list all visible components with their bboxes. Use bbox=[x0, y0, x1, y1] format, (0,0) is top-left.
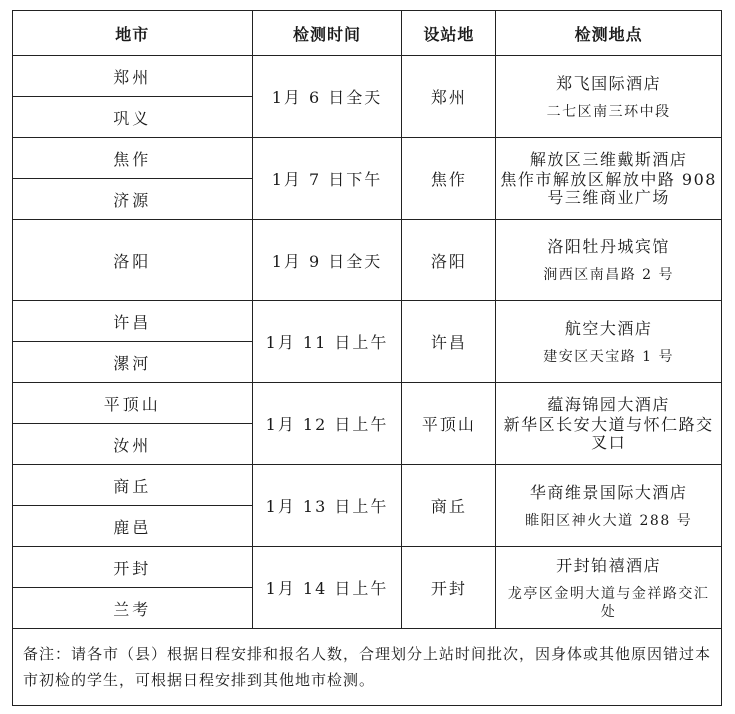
header-row bbox=[13, 11, 722, 56]
site-cell: 郑州 bbox=[402, 56, 496, 138]
site-cell: 商丘 bbox=[402, 465, 496, 547]
city-cell: 兰考 bbox=[13, 588, 253, 629]
place-address: 建安区天宝路 1 号 bbox=[543, 348, 675, 365]
place-cell bbox=[496, 138, 722, 220]
header-place: 检测地点 bbox=[496, 11, 722, 56]
table-row bbox=[13, 383, 722, 424]
table-row bbox=[13, 138, 722, 179]
city-cell: 开封 bbox=[13, 547, 253, 588]
city-cell: 漯河 bbox=[13, 342, 253, 383]
place-cell bbox=[496, 56, 722, 138]
note-text: 备注：请各市（县）根据日程安排和报名人数，合理划分上站时间批次，因身体或其他原因错过本市初检的学生，可根据日程安排到其他地市检测。 bbox=[13, 629, 722, 706]
note-row bbox=[13, 629, 722, 706]
place-name: 蕴海锦园大酒店 bbox=[547, 394, 670, 414]
place-cell bbox=[496, 547, 722, 629]
place-name: 解放区三维戴斯酒店 bbox=[529, 149, 688, 169]
city-cell: 许昌 bbox=[13, 301, 253, 342]
schedule-table bbox=[12, 10, 722, 706]
time-cell: 1月 14 日上午 bbox=[252, 547, 402, 629]
place-name: 华商维景国际大酒店 bbox=[529, 482, 688, 502]
site-cell: 焦作 bbox=[402, 138, 496, 220]
place-cell bbox=[496, 301, 722, 383]
place-address: 龙亭区金明大道与金祥路交汇处 bbox=[507, 585, 710, 620]
time-cell: 1月 6 日全天 bbox=[252, 56, 402, 138]
site-cell: 开封 bbox=[402, 547, 496, 629]
site-cell: 平顶山 bbox=[402, 383, 496, 465]
table-row bbox=[13, 56, 722, 97]
table-row bbox=[13, 220, 722, 301]
place-name: 洛阳牡丹城宾馆 bbox=[547, 237, 670, 256]
table-row bbox=[13, 465, 722, 506]
city-cell: 济源 bbox=[13, 179, 253, 220]
place-cell bbox=[496, 383, 722, 465]
header-site: 设站地 bbox=[402, 11, 496, 56]
place-cell bbox=[496, 465, 722, 547]
place-cell bbox=[496, 220, 722, 301]
site-cell: 许昌 bbox=[402, 301, 496, 383]
time-cell: 1月 7 日下午 bbox=[252, 138, 402, 220]
place-address: 焦作市解放区解放中路 908 号三维商业广场 bbox=[500, 169, 717, 207]
city-cell: 巩义 bbox=[13, 97, 253, 138]
time-cell: 1月 11 日上午 bbox=[252, 301, 402, 383]
header-city: 地市 bbox=[13, 11, 253, 56]
city-cell: 平顶山 bbox=[13, 383, 253, 424]
header-time: 检测时间 bbox=[252, 11, 402, 56]
place-name: 航空大酒店 bbox=[564, 318, 653, 338]
place-address: 新华区长安大道与怀仁路交叉口 bbox=[503, 414, 714, 452]
city-cell: 汝州 bbox=[13, 424, 253, 465]
site-cell: 洛阳 bbox=[402, 220, 496, 301]
table-row bbox=[13, 301, 722, 342]
city-cell: 鹿邑 bbox=[13, 506, 253, 547]
city-cell: 洛阳 bbox=[13, 220, 253, 301]
time-cell: 1月 9 日全天 bbox=[252, 220, 402, 301]
table-row bbox=[13, 547, 722, 588]
time-cell: 1月 12 日上午 bbox=[252, 383, 402, 465]
place-name: 郑飞国际酒店 bbox=[556, 73, 662, 93]
place-name: 开封铂禧酒店 bbox=[556, 555, 662, 575]
city-cell: 焦作 bbox=[13, 138, 253, 179]
time-cell: 1月 13 日上午 bbox=[252, 465, 402, 547]
place-address: 睢阳区神火大道 288 号 bbox=[525, 512, 693, 529]
city-cell: 商丘 bbox=[13, 465, 253, 506]
place-address: 二七区南三环中段 bbox=[546, 103, 671, 120]
city-cell: 郑州 bbox=[13, 56, 253, 97]
place-address: 涧西区南昌路 2 号 bbox=[543, 267, 675, 283]
